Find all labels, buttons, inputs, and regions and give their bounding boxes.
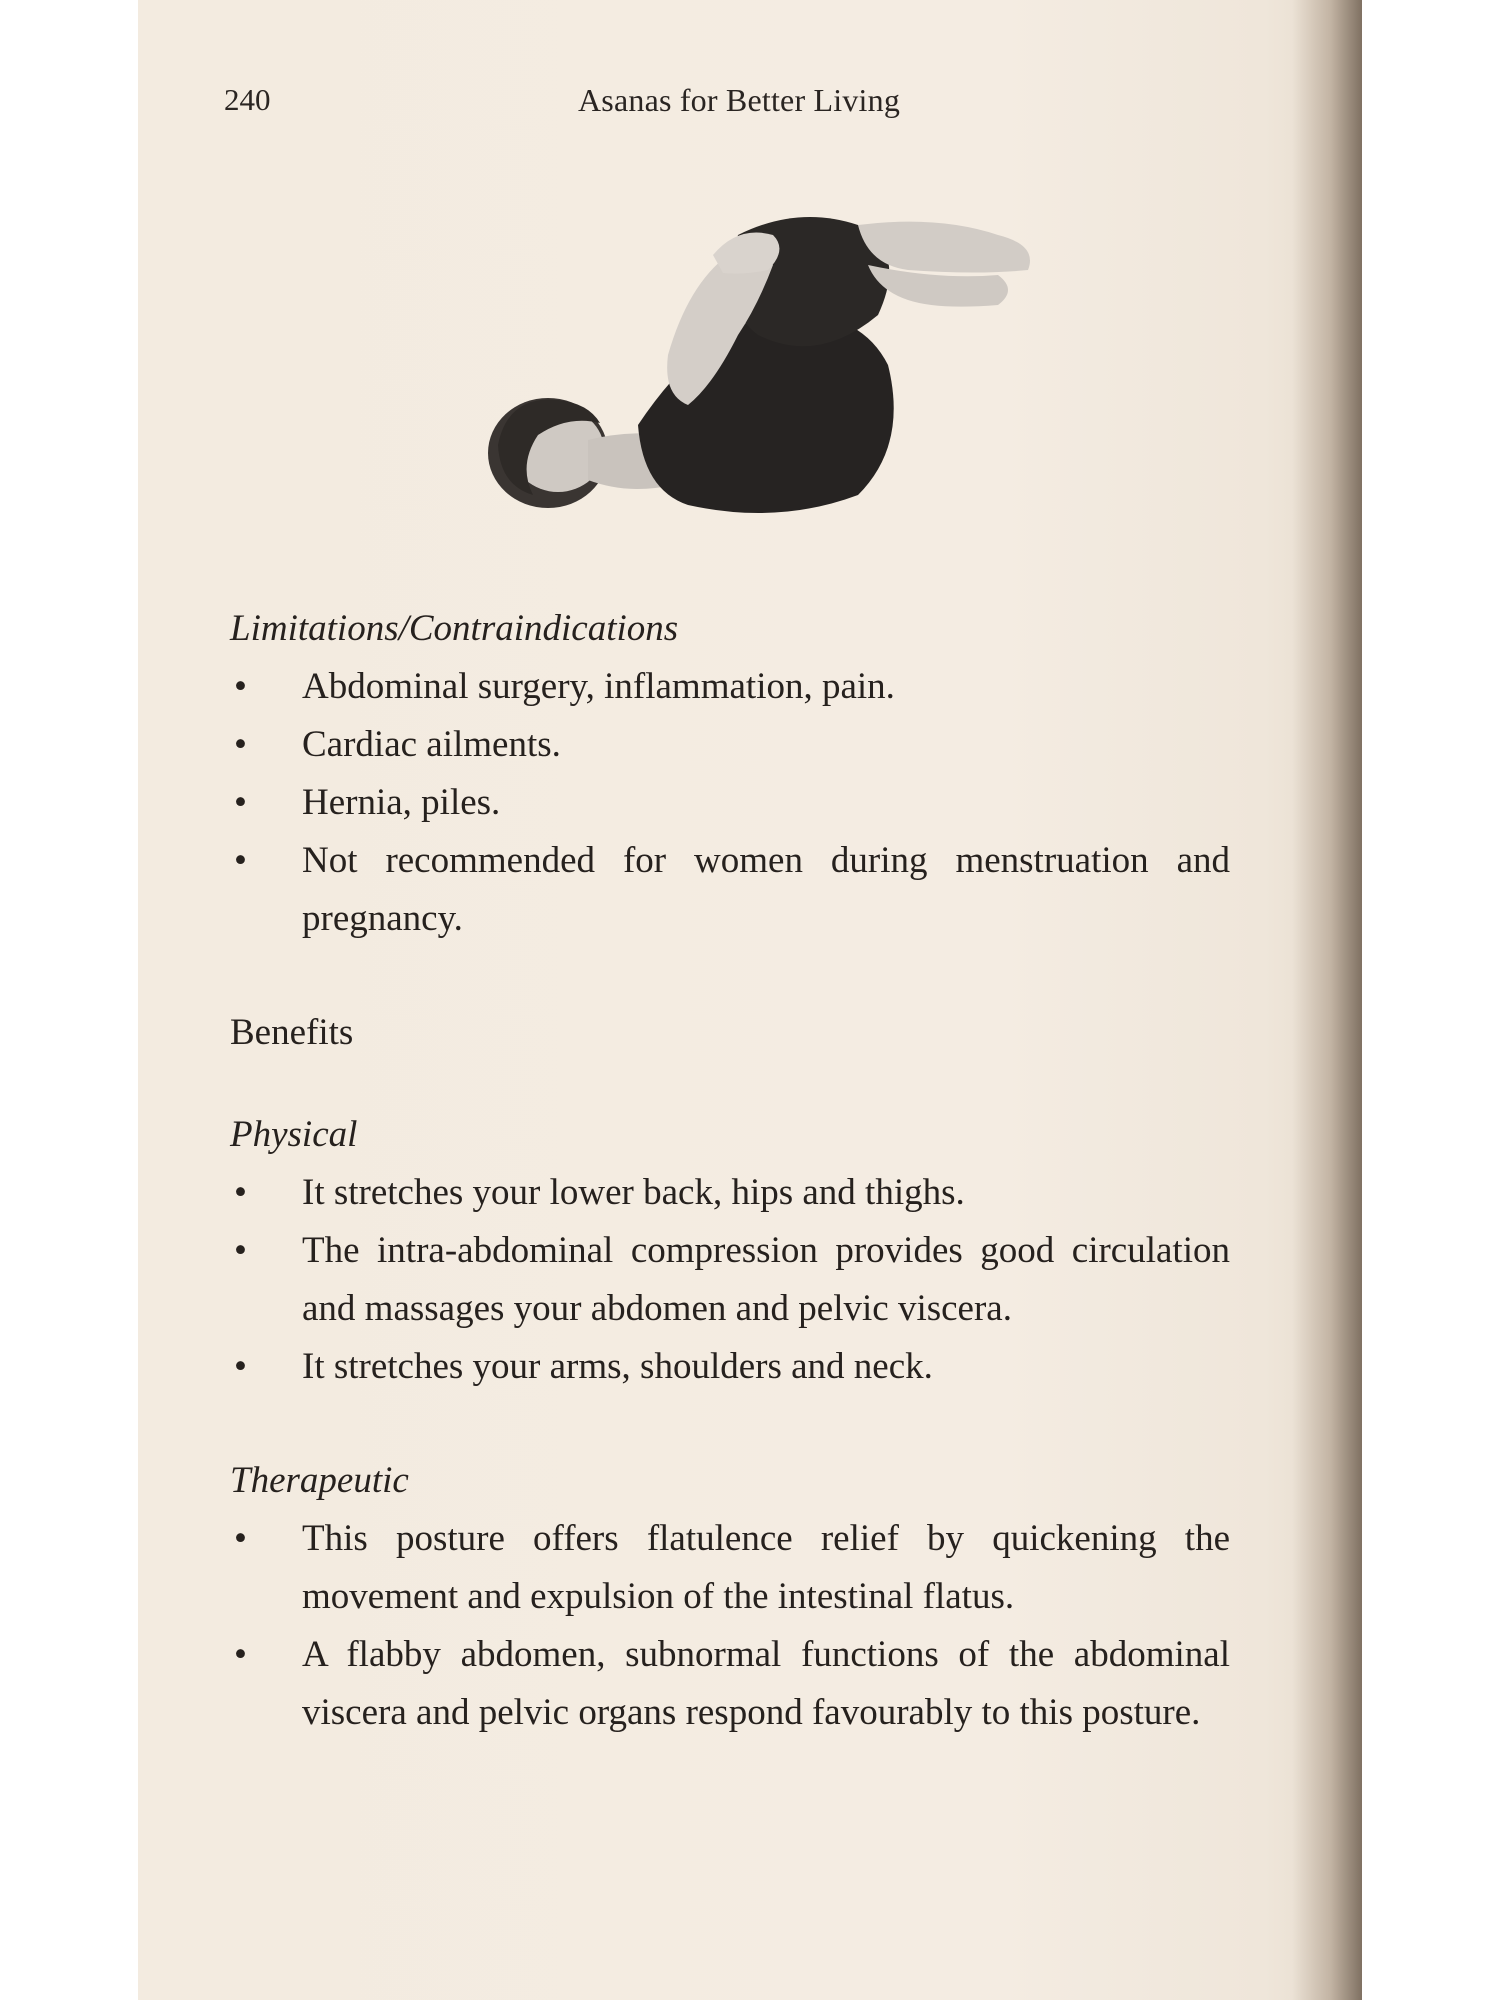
bullet-icon: • bbox=[234, 1172, 247, 1213]
list-item: • It stretches your lower back, hips and thighs. bbox=[230, 1164, 1230, 1222]
bullet-icon: • bbox=[234, 1634, 247, 1675]
bullet-icon: • bbox=[234, 724, 247, 765]
list-item: • Abdominal surgery, inflammation, pain. bbox=[230, 658, 1230, 716]
physical-benefits-list bbox=[230, 1164, 1230, 1396]
list-item: • It stretches your arms, shoulders and neck. bbox=[230, 1338, 1230, 1396]
therapeutic-heading: Therapeutic bbox=[230, 1460, 409, 1501]
person-knees-to-chest-pose-photo bbox=[438, 195, 1238, 535]
list-item: • Not recommended for women during menstruation and pregnancy. bbox=[230, 832, 1230, 948]
benefits-heading: Benefits bbox=[230, 1012, 354, 1053]
bullet-icon: • bbox=[234, 782, 247, 823]
limitations-list bbox=[230, 658, 1230, 948]
list-item: • This posture offers flatulence relief by quickening the movement and expulsion of the intestinal flatus. bbox=[230, 1510, 1230, 1626]
book-page bbox=[138, 0, 1362, 2000]
bullet-icon: • bbox=[234, 1230, 247, 1271]
physical-heading: Physical bbox=[230, 1114, 358, 1155]
page-body bbox=[230, 600, 1230, 1742]
page-spine-shadow bbox=[1292, 0, 1362, 2000]
list-item: • Hernia, piles. bbox=[230, 774, 1230, 832]
bullet-icon: • bbox=[234, 1346, 247, 1387]
page-number: 240 bbox=[224, 82, 271, 117]
list-item: • Cardiac ailments. bbox=[230, 716, 1230, 774]
running-head: Asanas for Better Living bbox=[578, 82, 901, 118]
list-item: • A flabby abdomen, subnormal functions of the abdominal viscera and pelvic organs respond favourably to this posture. bbox=[230, 1626, 1230, 1742]
page-header bbox=[138, 82, 1362, 122]
list-item: • The intra-abdominal compression provides good circulation and massages your abdomen and pelvic viscera. bbox=[230, 1222, 1230, 1338]
limitations-heading: Limitations/Contraindications bbox=[230, 608, 679, 649]
bullet-icon: • bbox=[234, 840, 247, 881]
therapeutic-benefits-list bbox=[230, 1510, 1230, 1742]
bullet-icon: • bbox=[234, 666, 247, 707]
bullet-icon: • bbox=[234, 1518, 247, 1559]
